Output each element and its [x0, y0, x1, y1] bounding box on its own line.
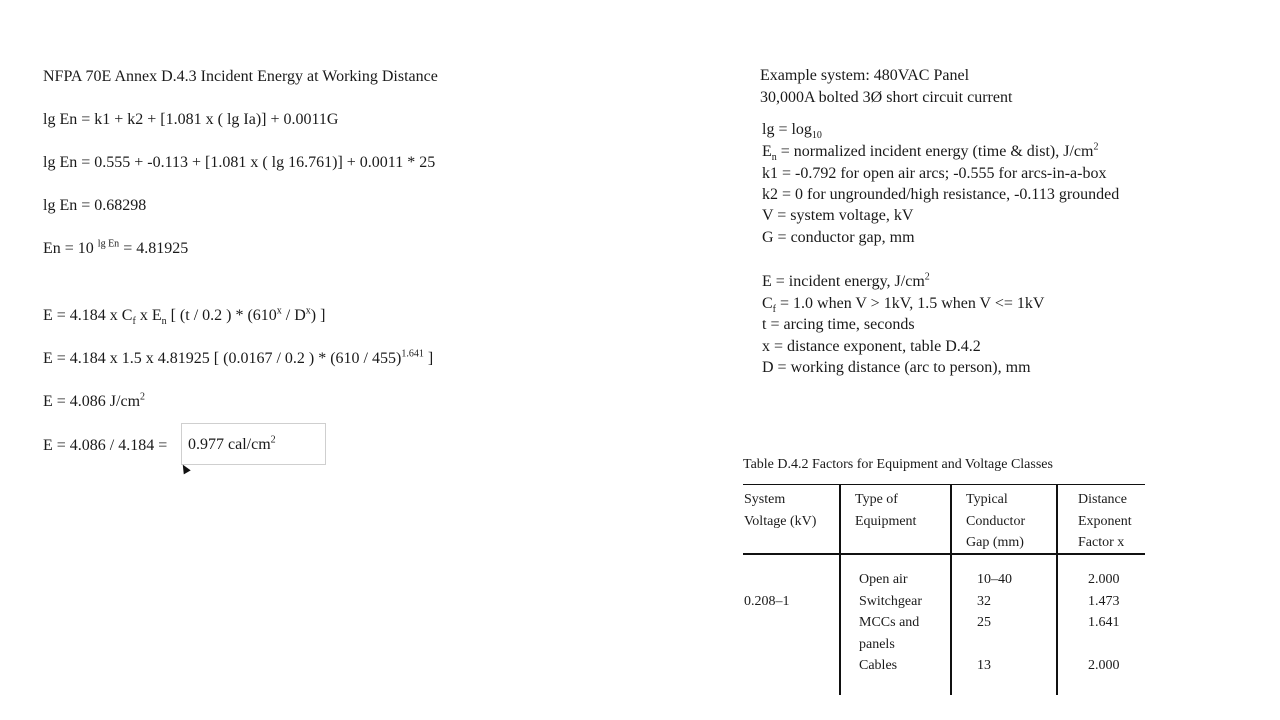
equation-en-result: En = 10 $^{lg En}$ = 4.81925	[43, 238, 189, 257]
equation-e-formula: E = 4.184 x $C_f$ x $E_n$ [ (t / 0.2 ) * $(610^x / D^x)$ ]	[43, 305, 326, 328]
equation-e-substituted: E = 4.184 x 1.5 x 4.81925 [ (0.0167 / 0.2 ) * (610 / 455)$^{1.641}$ ]	[43, 348, 434, 367]
table-header-type-of-equipment: Type of Equipment	[855, 492, 917, 529]
table-cell-equipment: Switchgear	[859, 594, 922, 609]
table-column-divider	[1056, 484, 1058, 695]
table-cell-factor: 2.000	[1088, 572, 1120, 587]
equation-e-joules: E = 4.086 $J/cm^2$	[43, 391, 146, 410]
answer-value: 0.977 cal/$cm^2$	[188, 434, 276, 453]
equation-e-conversion: E = 4.086 / 4.184 =	[43, 437, 168, 454]
table-cell-equipment: MCCs and	[859, 615, 920, 630]
page-title: NFPA 70E Annex D.4.3 Incident Energy at Working Distance	[43, 68, 438, 85]
definition-v: V = system voltage, kV	[762, 207, 914, 224]
table-cell-gap: 25	[977, 615, 991, 630]
definition-lg: $\lg = \log_{10}$	[762, 121, 822, 142]
table-caption: Table D.4.2 Factors for Equipment and Voltage Classes	[743, 457, 1053, 472]
definition-x: x = distance exponent, table D.4.2	[762, 338, 981, 355]
answer-box[interactable]	[181, 423, 326, 465]
table-column-divider	[839, 484, 841, 695]
table-cell-gap: 10–40	[977, 572, 1012, 587]
table-cell-equipment: Open air	[859, 572, 908, 587]
definition-e: E = incident energy, $J/cm^2$	[762, 271, 930, 290]
table-header-distance-exponent: Distance Exponent Factor x	[1078, 492, 1132, 550]
table-top-rule	[743, 484, 1145, 485]
table-cell-gap: 32	[977, 594, 991, 609]
table-cell-equipment: Cables	[859, 658, 898, 673]
definition-t: t = arcing time, seconds	[762, 316, 915, 333]
table-cell-factor: 1.641	[1088, 615, 1120, 630]
table-header-conductor-gap: Typical Conductor Gap (mm)	[966, 492, 1026, 550]
table-cell-factor: 1.473	[1088, 594, 1120, 609]
example-system-current: 30,000A bolted 3Ø short circuit current	[760, 89, 1013, 106]
example-system-title: Example system: 480VAC Panel	[760, 67, 970, 84]
table-cell-factor: 2.000	[1088, 658, 1120, 673]
table-cell-voltage: 0.208–1	[744, 594, 790, 609]
equation-lg-en-formula: lg En = k1 + k2 + [1.081 x ( lg Ia)] + 0.0011G	[43, 111, 339, 128]
table-cell-gap: 13	[977, 658, 991, 673]
definition-k1: k1 = -0.792 for open air arcs; -0.555 for arcs-in-a-box	[762, 165, 1107, 182]
table-cell-equipment: panels	[859, 637, 895, 652]
table-column-divider	[950, 484, 952, 695]
definition-cf: $C_f = 1.0$ when V > 1kV, 1.5 when V <= 1kV	[762, 295, 1045, 316]
definition-g: G = conductor gap, mm	[762, 229, 915, 246]
equation-lg-en-substituted: lg En = 0.555 + -0.113 + [1.081 x ( lg 16.761)] + 0.0011 * 25	[43, 154, 436, 171]
equation-lg-en-result: lg En = 0.68298	[43, 197, 147, 214]
definition-k2: k2 = 0 for ungrounded/high resistance, -0.113 grounded	[762, 186, 1120, 203]
table-header-system-voltage: System Voltage (kV)	[744, 492, 817, 529]
definition-en: $E_n$ = normalized incident energy (time & dist), $J/cm^2$	[762, 141, 1099, 164]
definition-d: D = working distance (arc to person), mm	[762, 359, 1031, 376]
factors-table	[743, 484, 1145, 695]
